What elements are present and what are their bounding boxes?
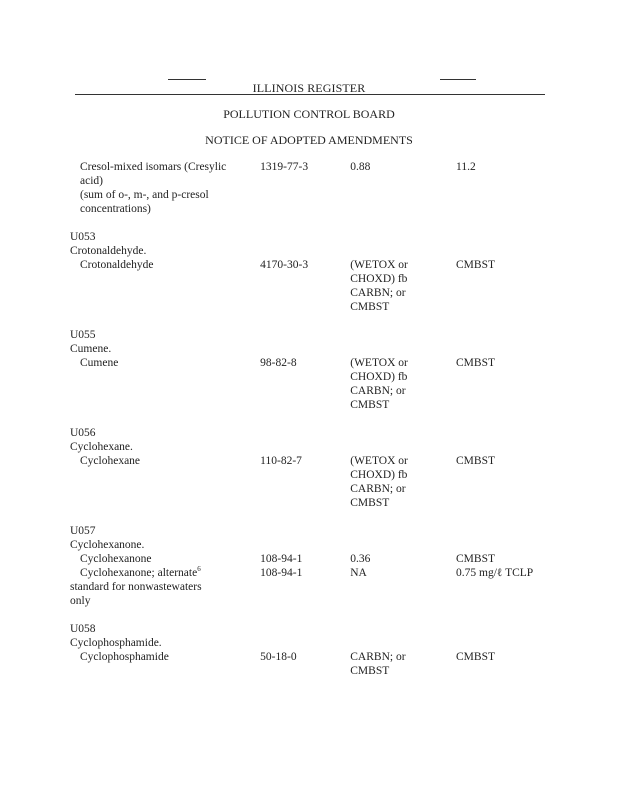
waste-code: U056 (70, 427, 96, 439)
nonwastewater-standard: CMBST (456, 455, 495, 467)
constituent-name: Cyclohexanone (80, 553, 152, 565)
nonwastewater-standard: CMBST (456, 259, 495, 271)
constituent-name: Crotonaldehyde (80, 259, 154, 271)
constituent-name: Cresol-mixed isomars (Cresylic acid) (sum of o-, m-, and p-cresol concentrations) (80, 161, 227, 215)
waste-group-u056 (70, 426, 550, 510)
waste-group-u058 (70, 622, 550, 678)
nonwastewater-standard: 0.75 mg/ℓ TCLP (456, 567, 534, 579)
notice-heading: NOTICE OF ADOPTED AMENDMENTS (205, 133, 413, 147)
constituent-name: Cumene (80, 357, 119, 369)
wastewater-standard: 0.88 (350, 161, 371, 173)
waste-title: Cyclohexane. (70, 441, 133, 453)
cas-number: 4170-30-3 (260, 259, 309, 271)
board-name: POLLUTION CONTROL BOARD (223, 107, 395, 121)
register-title: ILLINOIS REGISTER (252, 81, 366, 95)
table-row (70, 650, 550, 678)
wastewater-standard: (WETOX or CHOXD) fb CARBN; or CMBST (350, 455, 408, 509)
amendments-table (70, 160, 550, 678)
waste-code: U055 (70, 329, 96, 341)
table-row (70, 552, 550, 566)
cas-number: 98-82-8 (260, 357, 297, 369)
table-row (70, 356, 550, 412)
nonwastewater-standard: CMBST (456, 651, 495, 663)
waste-code: U058 (70, 623, 96, 635)
footnote-marker: 6 (197, 565, 201, 574)
wastewater-standard: CARBN; or CMBST (350, 651, 406, 677)
waste-title: Cyclohexanone. (70, 539, 145, 551)
waste-title: Cyclophosphamide. (70, 637, 162, 649)
wastewater-standard: (WETOX or CHOXD) fb CARBN; or CMBST (350, 259, 408, 313)
table-row (70, 160, 550, 216)
cas-number: 50-18-0 (260, 651, 297, 663)
table-row (70, 258, 550, 314)
waste-group-u057 (70, 524, 550, 608)
waste-code: U057 (70, 525, 96, 537)
nonwastewater-standard: CMBST (456, 357, 495, 369)
waste-group-u055 (70, 328, 550, 412)
waste-title: Crotonaldehyde. (70, 245, 147, 257)
constituent-name: Cyclohexanone; alternate$^6$ standard for nonwastewaters only (70, 565, 202, 607)
header-rule-right-short (440, 79, 476, 80)
header-rule-main (75, 94, 545, 95)
constituent-name: Cyclophosphamide (80, 651, 169, 663)
nonwastewater-standard: CMBST (456, 553, 495, 565)
constituent-name: Cyclohexane (80, 455, 141, 467)
wastewater-standard: (WETOX or CHOXD) fb CARBN; or CMBST (350, 357, 408, 411)
table-row (70, 454, 550, 510)
table-row (70, 566, 550, 608)
cas-number: 110-82-7 (260, 455, 302, 467)
nonwastewater-standard: 11.2 (456, 161, 476, 173)
wastewater-standard: NA (350, 567, 367, 579)
header-rule-left-short (168, 79, 206, 80)
cas-number: 1319-77-3 (260, 161, 309, 173)
cas-number: 108-94-1 (260, 553, 303, 565)
cas-number: 108-94-1 (260, 567, 303, 579)
wastewater-standard: 0.36 (350, 553, 371, 565)
waste-code: U053 (70, 231, 96, 243)
waste-group-u053 (70, 230, 550, 314)
waste-title: Cumene. (70, 343, 112, 355)
